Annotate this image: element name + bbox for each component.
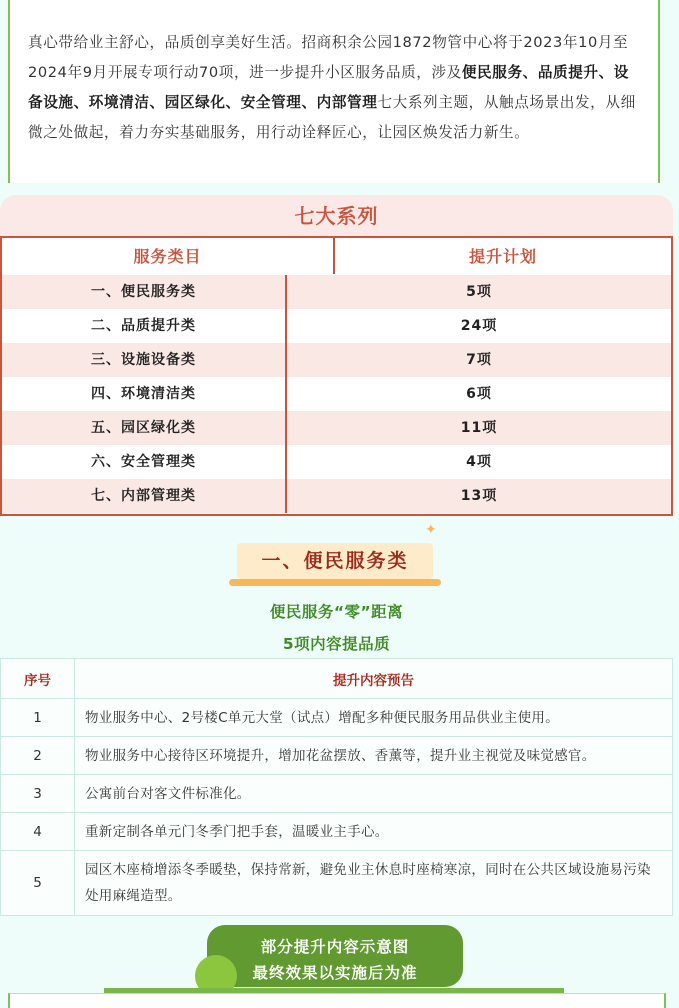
row-content: 园区木座椅增添冬季暖垫，保持常新，避免业主休息时座椅寒凉，同时在公共区域设施易污染处用麻绳造型。 — [75, 851, 673, 916]
detail-table-header — [1, 659, 673, 699]
series-table-header — [2, 238, 671, 274]
row-content: 物业服务中心接待区环境提升，增加花盆摆放、香薰等，提升业主视觉及味觉感官。 — [75, 737, 673, 775]
image-frame — [8, 993, 666, 1008]
section-heading-label: 一、便民服务类 — [237, 543, 433, 579]
column-header-plan: 提升计划 — [468, 247, 537, 266]
plan-cell: 13项 — [460, 488, 498, 504]
series-table — [0, 236, 673, 516]
category-cell: 四、环境清洁类 — [2, 377, 287, 411]
banner-line-1: 部分提升内容示意图 — [260, 938, 410, 956]
plan-cell: 6项 — [466, 386, 492, 402]
intro-panel — [8, 0, 660, 183]
table-row — [2, 309, 671, 343]
table-row — [1, 737, 673, 775]
section-heading — [229, 522, 441, 589]
row-index: 5 — [1, 851, 75, 916]
section-subtitle-count: 5项内容提品质 — [282, 635, 391, 653]
intro-text-highlight: 便民服务、品质提升、设备设施、环境清洁、园区绿化、安全管理、内部管理 — [28, 64, 629, 111]
banner-area — [0, 918, 679, 1007]
section-subtitle: 便民服务“零”距离 — [269, 603, 404, 621]
category-cell: 三、设施设备类 — [2, 343, 287, 377]
sparkle-icon: ✦ — [425, 522, 437, 538]
series-title: 七大系列 — [294, 204, 379, 228]
series-rows — [2, 275, 671, 513]
illustration-banner — [207, 925, 463, 987]
table-row — [2, 275, 671, 309]
table-row — [2, 411, 671, 445]
row-content: 公寓前台对客文件标准化。 — [75, 775, 673, 813]
banner-line-2: 最终效果以实施后为准 — [252, 964, 418, 982]
series-card — [0, 195, 673, 515]
table-row — [1, 775, 673, 813]
column-header-index: 序号 — [1, 659, 75, 699]
table-row — [1, 851, 673, 916]
row-index: 2 — [1, 737, 75, 775]
category-cell: 五、园区绿化类 — [2, 411, 287, 445]
row-content: 重新定制各单元门冬季门把手套，温暖业主手心。 — [75, 813, 673, 851]
row-index: 1 — [1, 699, 75, 737]
row-content: 物业服务中心、2号楼C单元大堂（试点）增配多种便民服务用品供业主使用。 — [75, 699, 673, 737]
intro-text-part-3: 七大系列主题，从触点场景出发，从细微之处做起，着力夯实基础服务，用行动诠释匠心，让园区焕发活力新生。 — [28, 94, 636, 141]
row-index: 4 — [1, 813, 75, 851]
table-row — [2, 479, 671, 513]
category-cell: 二、品质提升类 — [2, 309, 287, 343]
intro-paragraph — [28, 28, 642, 148]
column-header-content: 提升内容预告 — [75, 659, 673, 699]
intro-text-part-1: 真心带给业主舒心，品质创享美好生活。招商积余公园1872物管中心将于2023年10月至2024年9月开展专项行动70项，进一步提升小区服务品质，涉及 — [28, 34, 629, 81]
table-row — [2, 445, 671, 479]
plan-cell: 11项 — [460, 420, 498, 436]
section-heading-underline — [229, 579, 441, 586]
plan-cell: 4项 — [466, 454, 492, 470]
table-row — [1, 699, 673, 737]
plan-cell: 24项 — [460, 318, 498, 334]
column-header-category: 服务类目 — [2, 238, 335, 274]
category-cell: 六、安全管理类 — [2, 445, 287, 479]
table-row — [2, 343, 671, 377]
table-row — [1, 813, 673, 851]
row-index: 3 — [1, 775, 75, 813]
detail-table — [0, 658, 673, 916]
table-row — [2, 377, 671, 411]
category-cell: 一、便民服务类 — [2, 275, 287, 309]
plan-cell: 5项 — [466, 284, 492, 300]
category-cell: 七、内部管理类 — [2, 479, 287, 513]
plan-cell: 7项 — [466, 352, 492, 368]
